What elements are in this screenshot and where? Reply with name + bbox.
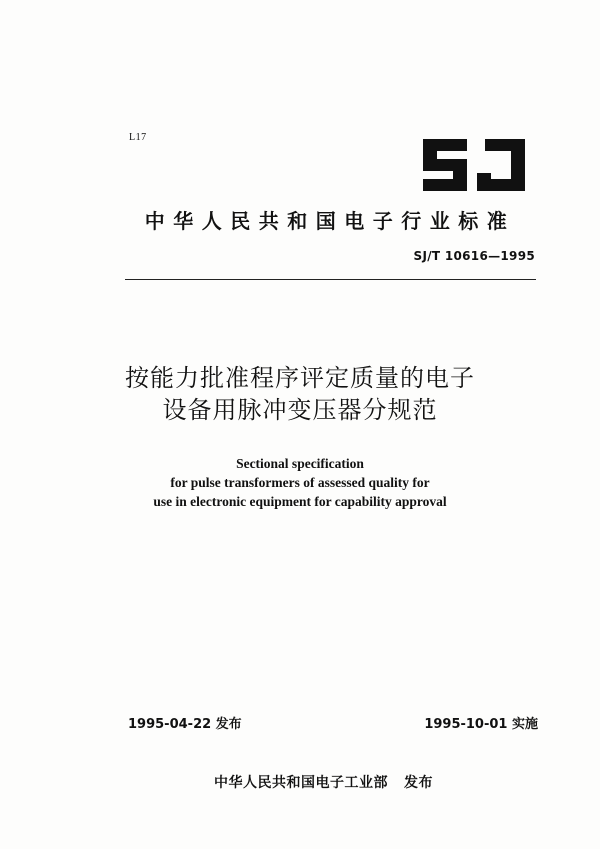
publisher-name: 中华人民共和国电子工业部 bbox=[214, 775, 388, 791]
english-title-line-3: use in electronic equipment for capability approval bbox=[153, 494, 447, 509]
implementation-date: 1995-10-01 实施 bbox=[424, 717, 538, 732]
issue-date: 1995-04-22 发布 bbox=[128, 717, 242, 732]
publisher-line bbox=[214, 772, 433, 792]
sj-logo bbox=[419, 135, 529, 195]
chinese-title-line-1: 按能力批准程序评定质量的电子 bbox=[125, 364, 475, 392]
english-title bbox=[60, 454, 540, 511]
standard-category-title: 中华人民共和国电子行业标准 bbox=[144, 209, 516, 233]
classification-code: L17 bbox=[129, 132, 147, 143]
standard-number: SJ/T 10616—1995 bbox=[413, 249, 535, 263]
english-title-line-1: Sectional specification bbox=[236, 456, 364, 471]
chinese-title bbox=[60, 362, 540, 426]
english-title-line-2: for pulse transformers of assessed quality for bbox=[170, 475, 430, 490]
chinese-title-line-2: 设备用脉冲变压器分规范 bbox=[162, 396, 438, 424]
publisher-action: 发布 bbox=[404, 775, 433, 791]
header-divider bbox=[125, 279, 536, 280]
